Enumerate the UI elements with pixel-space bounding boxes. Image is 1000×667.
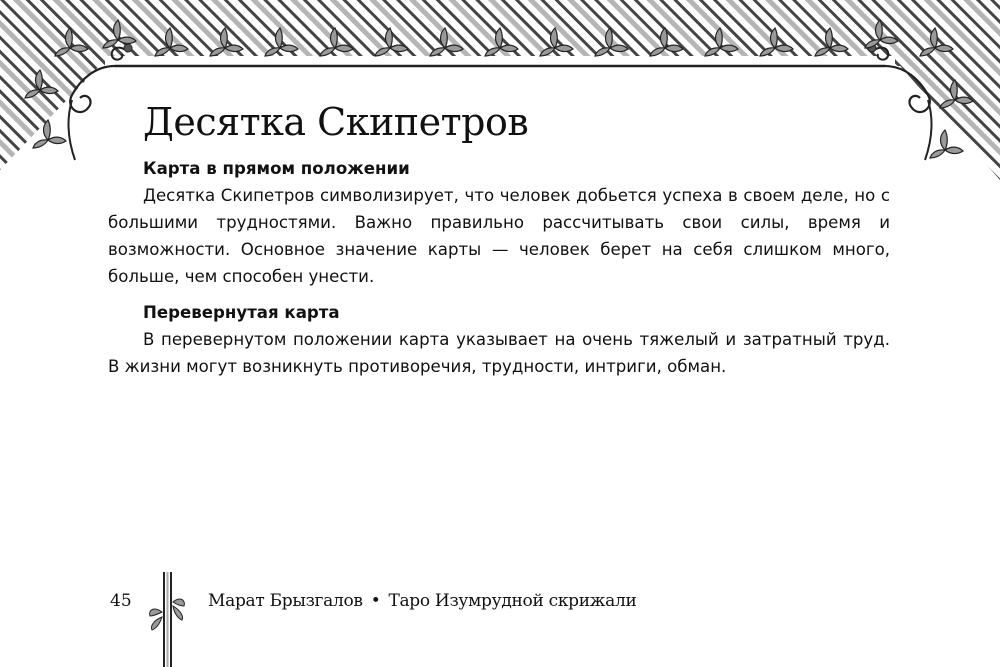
page-number: 45: [110, 591, 132, 611]
reversed-heading: Перевернутая карта: [143, 303, 340, 322]
card-description: [108, 155, 890, 380]
footer-book-title: Таро Изумрудной скрижали: [388, 591, 637, 611]
running-footer: [208, 591, 636, 611]
page-title: Десятка Скипетров: [143, 100, 529, 144]
footer-separator: •: [370, 591, 381, 611]
footer-author: Марат Брызгалов: [208, 591, 363, 611]
footer-ornament-icon: [142, 572, 194, 667]
reversed-text: В перевернутом положении карта указывает на очень тяжелый и затратный труд. В жизни могут возникнуть противоречия, трудности, интриги, обман.: [108, 330, 890, 376]
upright-heading: Карта в прямом положении: [143, 159, 410, 178]
upright-text: Десятка Скипетров символизирует, что человек добьется успеха в своем деле, но с большими трудностями. Важно правильно рассчитывать свои силы, время и возможности. Основное значение карты — человек берет на себя слишком много, больше, чем способен унести.: [108, 186, 890, 286]
